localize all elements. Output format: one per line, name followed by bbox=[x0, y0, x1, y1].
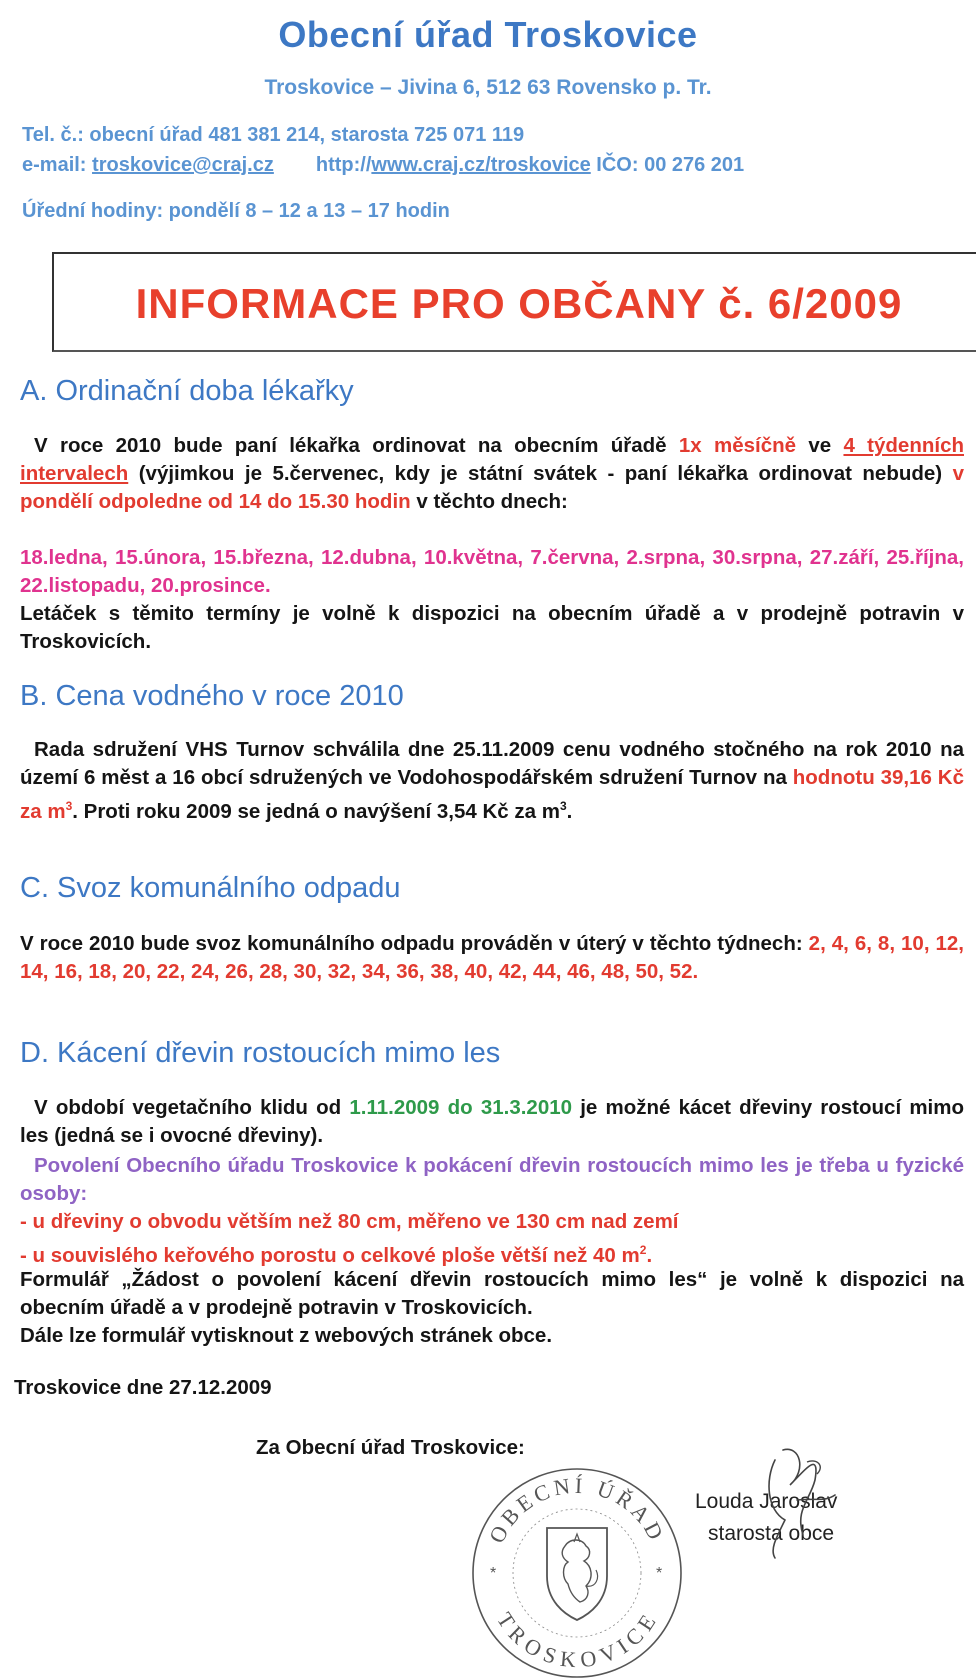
office-hours: Úřední hodiny: pondělí 8 – 12 a 13 – 17 hodin bbox=[22, 200, 450, 222]
email-label: e-mail: bbox=[22, 154, 93, 176]
text: je možné kácet dřeviny rostoucí mimo les (jedná se i ovocné dřeviny). bbox=[20, 1096, 964, 1147]
text: ve bbox=[808, 434, 844, 457]
text: (výjimkou je 5.červenec, kdy je státní svátek - paní lékařka ordinovat nebude) bbox=[128, 462, 953, 485]
form-note: Formulář „Žádost o povolení kácení dřevin rostoucích mimo les“ je volně k dispozici na obecním úřadě a v prodejně potravin v Troskovicích. bbox=[20, 1268, 964, 1319]
ico-number: IČO: 00 276 201 bbox=[590, 154, 745, 176]
text: V období vegetačního klidu od bbox=[34, 1096, 350, 1119]
svg-text:*: * bbox=[656, 1565, 663, 1582]
text: - u souvislého keřového porostu o celkové ploše větší než 40 m bbox=[20, 1243, 640, 1267]
price-text: hodnotu 39,16 Kč za m bbox=[20, 766, 964, 823]
superscript: 3 bbox=[65, 799, 73, 813]
highlight-hours: v pondělí odpoledne od 14 do 15.30 hodin bbox=[20, 462, 964, 513]
phone-line: Tel. č.: obecní úřad 481 381 214, starosta 725 071 119 bbox=[22, 124, 525, 146]
text: v těchto dnech: bbox=[410, 490, 568, 513]
contact-line bbox=[22, 154, 744, 177]
doctor-dates: 18.ledna, 15.února, 15.března, 12.dubna, 10.května, 7.června, 2.srpna, 30.srpna, 27.září, 25.října, 22.listopadu, 20.prosince. bbox=[20, 546, 964, 597]
section-a-paragraph bbox=[20, 432, 964, 516]
leaflet-note: Letáček s těmito termíny je volně k dispozici na obecním úřadě a v prodejně potravin v Troskovicích. bbox=[20, 602, 964, 653]
signatory-office: Za Obecní úřad Troskovice: bbox=[256, 1436, 525, 1459]
section-b-paragraph bbox=[20, 736, 964, 826]
svg-text:OBECNÍ ÚŘAD bbox=[484, 1473, 670, 1547]
official-stamp bbox=[470, 1466, 684, 1680]
collection-weeks: 2, 4, 6, 8, 10, 12, 14, 16, 18, 20, 22, 24, 26, 28, 30, 32, 34, 36, 38, 40, 42, 44, 46, 48, 50, 52. bbox=[20, 932, 964, 983]
stamp-bottom-text: TROSKOVICE bbox=[492, 1607, 662, 1673]
issue-date: Troskovice dne 27.12.2009 bbox=[14, 1376, 272, 1399]
text: Rada sdružení VHS Turnov schválila dne 25.11.2009 cenu vodného stočného na rok 2010 na území 6 měst a 16 obcí sdružených ve Vodohospodářském sdružení Turnov na bbox=[20, 738, 964, 789]
section-c-heading: C. Svoz komunálního odpadu bbox=[20, 872, 401, 904]
text: V roce 2010 bude svoz komunálního odpadu prováděn v úterý v těchto týdnech: bbox=[20, 932, 809, 955]
svg-text:TROSKOVICE bbox=[492, 1608, 662, 1673]
stamp-top-text: OBECNÍ ÚŘAD bbox=[483, 1472, 671, 1548]
form-download-note: Dále lze formulář vytisknout z webových stránek obce. bbox=[20, 1324, 553, 1347]
signatory-role: starosta obce bbox=[708, 1522, 835, 1545]
office-title: Obecní úřad Troskovice bbox=[278, 14, 698, 55]
superscript: 3 bbox=[559, 799, 567, 813]
office-address: Troskovice – Jivina 6, 512 63 Rovensko p. Tr. bbox=[264, 76, 712, 99]
highlight-frequency: 1x měsíčně bbox=[678, 434, 797, 457]
highlight-interval: 4 týdenních intervalech bbox=[20, 434, 964, 485]
info-banner bbox=[52, 252, 976, 352]
email-link[interactable]: troskovice@craj.cz bbox=[92, 154, 274, 176]
section-a-heading: A. Ordinační doba lékařky bbox=[20, 375, 354, 407]
text: . Proti roku 2009 se jedná o navýšení 3,54 Kč za m bbox=[72, 799, 560, 823]
text: . bbox=[646, 1243, 653, 1267]
section-b-heading: B. Cena vodného v roce 2010 bbox=[20, 680, 404, 712]
signatory-name: Louda Jaroslav bbox=[695, 1490, 838, 1513]
permit-condition-2 bbox=[20, 1236, 964, 1270]
permit-note: Povolení Obecního úřadu Troskovice k pokácení dřevin rostoucích mimo les je třeba u fyzické osoby: bbox=[20, 1154, 964, 1205]
vegetation-period: 1.11.2009 do 31.3.2010 bbox=[349, 1096, 573, 1119]
section-d-heading: D. Kácení dřevin rostoucích mimo les bbox=[20, 1037, 501, 1069]
superscript: 2 bbox=[639, 1243, 647, 1257]
svg-text:*: * bbox=[490, 1565, 497, 1582]
text: V roce 2010 bude paní lékařka ordinovat na obecním úřadě bbox=[34, 434, 679, 457]
handwritten-signature bbox=[745, 1440, 855, 1560]
permit-condition-1: - u dřeviny o obvodu větším než 80 cm, měřeno ve 130 cm nad zemí bbox=[20, 1210, 679, 1233]
section-c-paragraph bbox=[20, 930, 964, 986]
banner-title: INFORMACE PRO OBČANY č. 6/2009 bbox=[135, 280, 903, 327]
text: . bbox=[566, 799, 573, 823]
web-link[interactable]: www.craj.cz/troskovice bbox=[371, 154, 591, 176]
web-prefix: http:// bbox=[315, 154, 372, 176]
section-d-paragraph bbox=[20, 1094, 964, 1150]
